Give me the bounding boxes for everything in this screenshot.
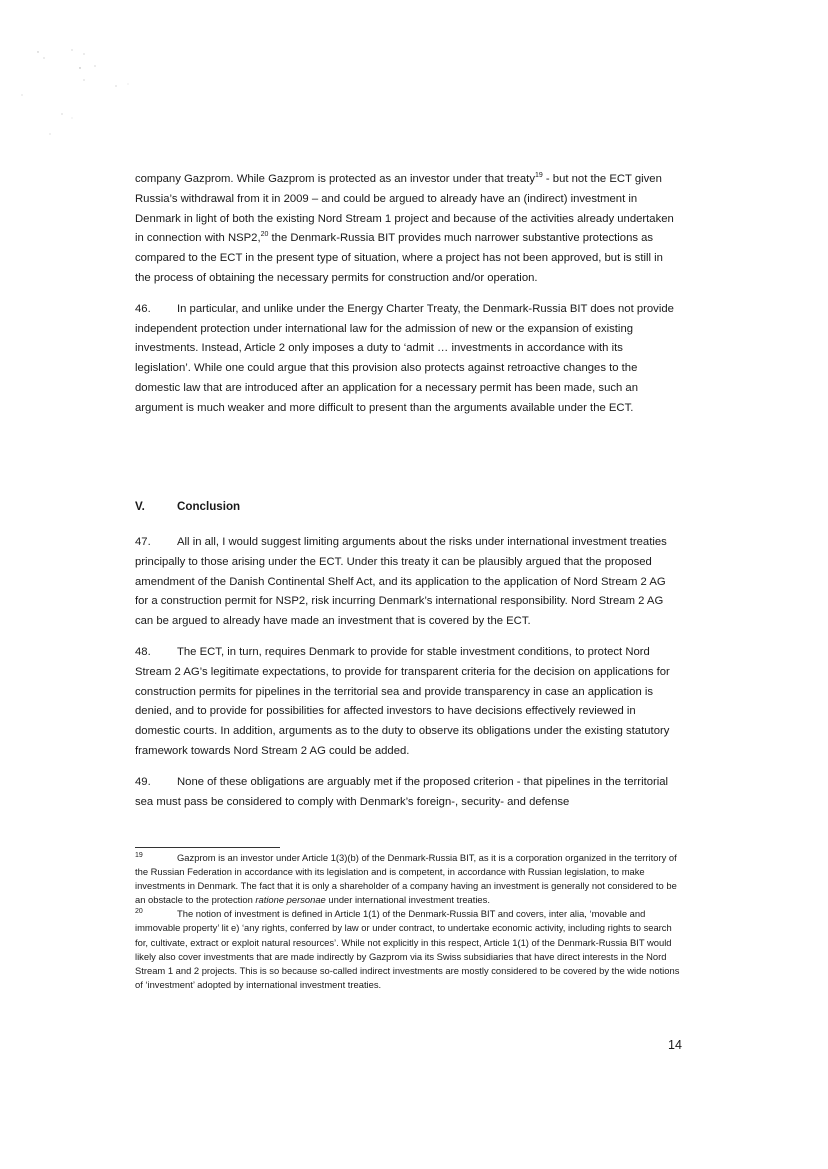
body-text-conclusion bbox=[135, 533, 680, 823]
scan-specks bbox=[0, 0, 160, 150]
paragraph-46: 46. In particular, and unlike under the Energy Charter Treaty, the Denmark-Russia BIT does not provide independent protection under international law for the admission of new or the expansion of existing investments. Instead, Article 2 only imposes a duty to ‘admit … investments in accordance with its legislation’. While one could argue that this provision also protects against retroactive changes to the domestic law that are introduced after an application for a necessary permit has been made, such an argument is much weaker and more difficult to present than the arguments available under the ECT. bbox=[135, 300, 680, 419]
paragraph-number: 47. bbox=[135, 536, 151, 548]
paragraph-number: 49. bbox=[135, 775, 151, 788]
footnote-20: 20 The notion of investment is defined in Article 1(1) of the Denmark-Russia BIT and covers, inter alia, ‘movable and immovable property’ lit e) ‘any rights, conferred by law or under contract, to undertake economic activity, including rights to search for, cultivate, extract or exploit natural resources’. While not explicitly in this respect, Article 1(1) of the Denmark-Russia BIT would likely also cover investments that are made indirectly by Gazprom via its Swiss subsidiaries that have direct interests in the Nord Stream 1 and 2 projects. This is so because so-called indirect investments are mostly considered to be covered by the wide notions of ‘investment’ adopted by international investment treaties. bbox=[135, 908, 680, 990]
paragraph-47: 47. All in all, I would suggest limiting arguments about the risks under international investment treaties principally to those arising under the ECT. Under this treaty it can be plausibly argued that the proposed amendment of the Danish Continental Shelf Act, and its application to the application of Nord Stream 2 AG for a construction permit for NSP2, risk incurring Denmark’s international responsibility. Nord Stream 2 AG can be argued to already have made an investment that is covered by the ECT. bbox=[135, 533, 680, 632]
section-title: Conclusion bbox=[177, 500, 241, 513]
footnotes bbox=[135, 851, 683, 992]
footnote-ref-19[interactable]: 19 bbox=[534, 172, 543, 180]
footnote-mark: 19 bbox=[135, 852, 143, 859]
footnote-mark: 20 bbox=[135, 908, 143, 916]
paragraph-number: 46. bbox=[135, 302, 151, 315]
page-number: 14 bbox=[668, 1038, 682, 1052]
paragraph-continued: company Gazprom. While Gazprom is protected as an investor under that treaty$^{19}$ - but not the ECT given Russia’s withdrawal from it in 2009 – and could be argued to already have an (indirect) investment in Denmark in light of both the existing Nord Stream 1 project and because of the activities already undertaken in connection with NSP2,20 the Denmark-Russia BIT provides much narrower substantive protections as compared to the ECT in the present type of situation, where a project has not been approved, but is still in the process of obtaining the necessary permits for construction and/or operation. bbox=[135, 172, 674, 284]
paragraph-48: 48. The ECT, in turn, requires Denmark to provide for stable investment conditions, to protect Nord Stream 2 AG’s legitimate expectations, to provide for transparent criteria for the decision on applications for construction permits for pipelines in the territorial sea and provide transparency in case an application is denied, and to provide for possibilities for affected investors to have decisions effectively reviewed in domestic courts. In addition, arguments as to the duty to observe its obligations under the existing statutory framework towards Nord Stream 2 AG could be added. bbox=[135, 643, 680, 762]
section-heading bbox=[135, 497, 240, 516]
section-number: V. bbox=[135, 500, 145, 513]
paragraph-number: 48. bbox=[135, 645, 151, 658]
paragraph-49: 49. None of these obligations are arguably met if the proposed criterion - that pipelines in the territorial sea must pass be considered to comply with Denmark’s foreign-, security- and defense bbox=[135, 773, 680, 813]
body-text bbox=[135, 170, 680, 430]
footnote-19: 19 Gazprom is an investor under Article 1(3)(b) of the Denmark-Russia BIT, as it is a corporation organized in the territory of the Russian Federation in accordance with its legislation and is competent, in accordance with Russian legislation, to make investments in Denmark. The fact that it is only a shareholder of a company having an investment is generally not considered to be an obstacle to the protection ratione personae under international investment treaties. bbox=[135, 852, 677, 906]
footnote-separator bbox=[135, 847, 280, 848]
footnote-ref-20[interactable]: 20 bbox=[260, 231, 269, 239]
